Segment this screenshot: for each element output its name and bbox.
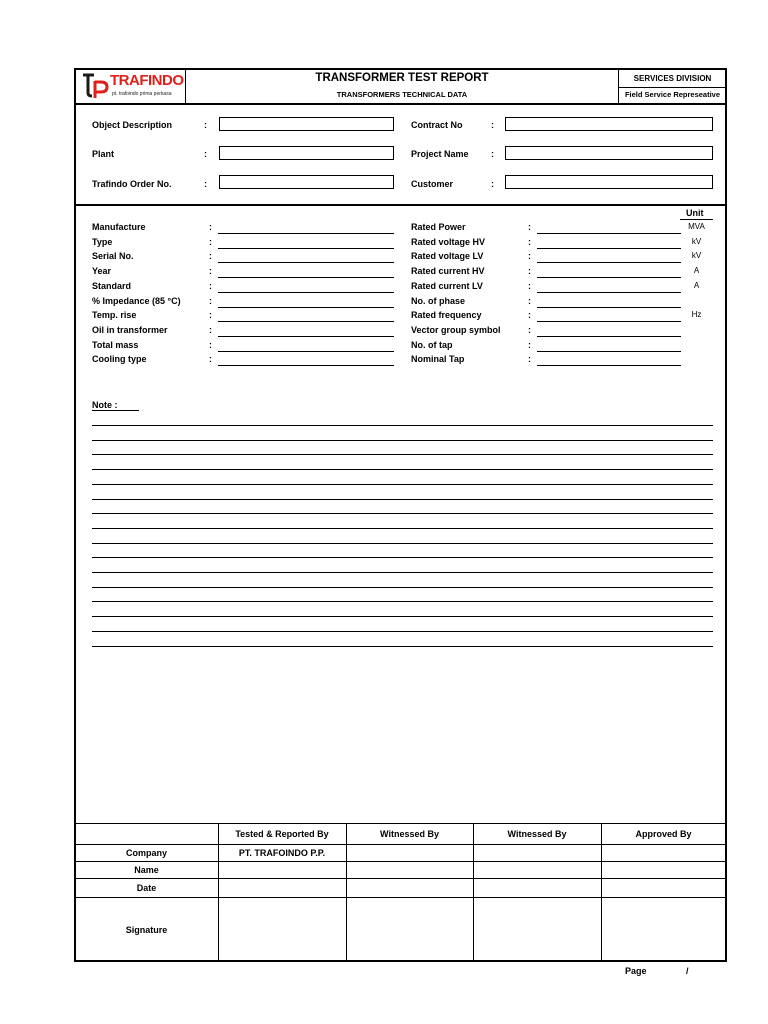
unit-header-rule [680, 219, 713, 220]
spec-right-3-value-line[interactable] [537, 277, 681, 278]
label-contract-no: Contract No [411, 120, 463, 130]
spec-left-5-label: % Impedance (85 °C) [92, 296, 181, 306]
note-line[interactable] [92, 616, 713, 617]
colon: : [491, 120, 494, 130]
spec-right-0-value-line[interactable] [537, 233, 681, 234]
info-bottom-rule [75, 204, 726, 206]
unit-value: kV [691, 237, 702, 246]
report-subtitle: TRANSFORMERS TECHNICAL DATA [336, 90, 468, 99]
spec-left-4-label: Standard [92, 281, 132, 291]
logo-subtext: pt. trafoindo prima perkasa [112, 91, 172, 97]
note-line[interactable] [92, 601, 713, 602]
note-line[interactable] [92, 469, 713, 470]
spec-left-0-value-line[interactable] [218, 233, 394, 234]
note-line[interactable] [92, 646, 713, 647]
colon: : [209, 251, 212, 261]
object-description-field[interactable] [219, 117, 394, 131]
unit-value: Hz [691, 310, 702, 319]
signoff-rule-2 [75, 861, 726, 862]
spec-left-7-label: Oil in transformer [92, 325, 168, 335]
spec-left-7-value-line[interactable] [218, 336, 394, 337]
colon: : [528, 222, 531, 232]
note-line[interactable] [92, 631, 713, 632]
spec-left-3-label: Year [92, 266, 112, 276]
spec-right-8-label: No. of tap [411, 340, 453, 350]
colon: : [528, 310, 531, 320]
spec-left-8-value-line[interactable] [218, 351, 394, 352]
label-plant: Plant [92, 149, 115, 159]
spec-left-4-value-line[interactable] [218, 292, 394, 293]
note-label-rule [92, 410, 139, 411]
spec-right-5-value-line[interactable] [537, 307, 681, 308]
signoff-top-rule [75, 823, 726, 824]
spec-right-4-label: Rated current LV [411, 281, 483, 291]
note-line[interactable] [92, 425, 713, 426]
row-company: Company [125, 848, 167, 858]
tested-by-date-cell[interactable] [219, 879, 345, 896]
row-signature: Signature [125, 925, 168, 935]
plant-field[interactable] [219, 146, 394, 160]
spec-right-9-label: Nominal Tap [411, 354, 465, 364]
colon: : [528, 296, 531, 306]
spec-right-0-label: Rated Power [411, 222, 466, 232]
note-line[interactable] [92, 557, 713, 558]
spec-left-6-value-line[interactable] [218, 321, 394, 322]
spec-left-9-label: Cooling type [92, 354, 147, 364]
spec-right-1-label: Rated voltage HV [411, 237, 486, 247]
colon: : [204, 149, 207, 159]
note-line[interactable] [92, 572, 713, 573]
trafindo-logo-icon [80, 71, 110, 99]
spec-right-4-value-line[interactable] [537, 292, 681, 293]
contract-no-field[interactable] [505, 117, 713, 131]
colon: : [209, 237, 212, 247]
note-line[interactable] [92, 543, 713, 544]
header-witnessed-by-2: Witnessed By [507, 829, 567, 839]
company-value: PT. TRAFOINDO P.P. [238, 848, 326, 858]
report-title: TRANSFORMER TEST REPORT [315, 72, 489, 84]
signoff-col-4 [601, 823, 602, 961]
spec-right-9-value-line[interactable] [537, 365, 681, 366]
colon: : [209, 281, 212, 291]
field-service-representative: Field Service Represeative [624, 90, 721, 99]
spec-right-2-label: Rated voltage LV [411, 251, 484, 261]
note-line[interactable] [92, 454, 713, 455]
colon: : [209, 354, 212, 364]
trafindo-order-no-field[interactable] [219, 175, 394, 189]
unit-header: Unit [686, 208, 704, 218]
colon: : [528, 325, 531, 335]
colon: : [209, 266, 212, 276]
note-line[interactable] [92, 587, 713, 588]
tested-by-signature-cell[interactable] [219, 898, 345, 960]
colon: : [528, 340, 531, 350]
signoff-rule-4 [75, 897, 726, 898]
label-project-name: Project Name [411, 149, 469, 159]
spec-right-3-label: Rated current HV [411, 266, 485, 276]
spec-right-7-label: Vector group symbol [411, 325, 501, 335]
header-tested-reported-by: Tested & Reported By [235, 829, 329, 839]
spec-right-8-value-line[interactable] [537, 351, 681, 352]
spec-right-7-value-line[interactable] [537, 336, 681, 337]
spec-left-6-label: Temp. rise [92, 310, 137, 320]
spec-right-5-label: No. of phase [411, 296, 466, 306]
spec-left-3-value-line[interactable] [218, 277, 394, 278]
header-witnessed-by-1: Witnessed By [380, 829, 439, 839]
unit-value: MVA [688, 222, 705, 231]
page-separator: / [686, 966, 689, 976]
spec-left-9-value-line[interactable] [218, 365, 394, 366]
row-name: Name [134, 865, 159, 875]
label-object-description: Object Description [92, 120, 173, 130]
spec-left-1-value-line[interactable] [218, 248, 394, 249]
label-trafindo-order-no: Trafindo Order No. [92, 179, 172, 189]
colon: : [209, 296, 212, 306]
spec-left-2-value-line[interactable] [218, 262, 394, 263]
note-line[interactable] [92, 513, 713, 514]
colon: : [528, 266, 531, 276]
colon: : [209, 310, 212, 320]
spec-left-5-value-line[interactable] [218, 307, 394, 308]
colon: : [491, 179, 494, 189]
unit-value: A [693, 266, 700, 275]
spec-right-2-value-line[interactable] [537, 262, 681, 263]
header-approved-by: Approved By [635, 829, 692, 839]
spec-left-2-label: Serial No. [92, 251, 134, 261]
note-line[interactable] [92, 528, 713, 529]
colon: : [209, 222, 212, 232]
report-frame [74, 68, 727, 962]
note-line[interactable] [92, 499, 713, 500]
colon: : [209, 340, 212, 350]
tested-by-name-cell[interactable] [219, 862, 345, 877]
page-label: Page [625, 966, 647, 976]
colon: : [491, 149, 494, 159]
note-label: Note : [92, 400, 118, 410]
colon: : [204, 120, 207, 130]
spec-left-1-label: Type [92, 237, 113, 247]
label-customer: Customer [411, 179, 454, 189]
colon: : [528, 251, 531, 261]
header-bottom-rule [75, 103, 726, 105]
signoff-col-2 [346, 823, 347, 961]
unit-value: A [693, 281, 700, 290]
colon: : [528, 354, 531, 364]
colon: : [209, 325, 212, 335]
logo-text: TRAFINDO [110, 72, 184, 89]
note-line[interactable] [92, 484, 713, 485]
customer-field[interactable] [505, 175, 713, 189]
row-date: Date [136, 883, 157, 893]
spec-right-1-value-line[interactable] [537, 248, 681, 249]
unit-value: kV [691, 251, 702, 260]
spec-right-6-label: Rated frequency [411, 310, 482, 320]
colon: : [528, 237, 531, 247]
signoff-rule-3 [75, 878, 726, 879]
spec-left-8-label: Total mass [92, 340, 139, 350]
signoff-col-3 [473, 823, 474, 961]
services-division: SERVICES DIVISION [633, 74, 712, 83]
header-right-split [619, 87, 726, 88]
colon: : [528, 281, 531, 291]
note-line[interactable] [92, 440, 713, 441]
project-name-field[interactable] [505, 146, 713, 160]
spec-left-0-label: Manufacture [92, 222, 146, 232]
signoff-rule-1 [75, 844, 726, 845]
colon: : [204, 179, 207, 189]
spec-right-6-value-line[interactable] [537, 321, 681, 322]
